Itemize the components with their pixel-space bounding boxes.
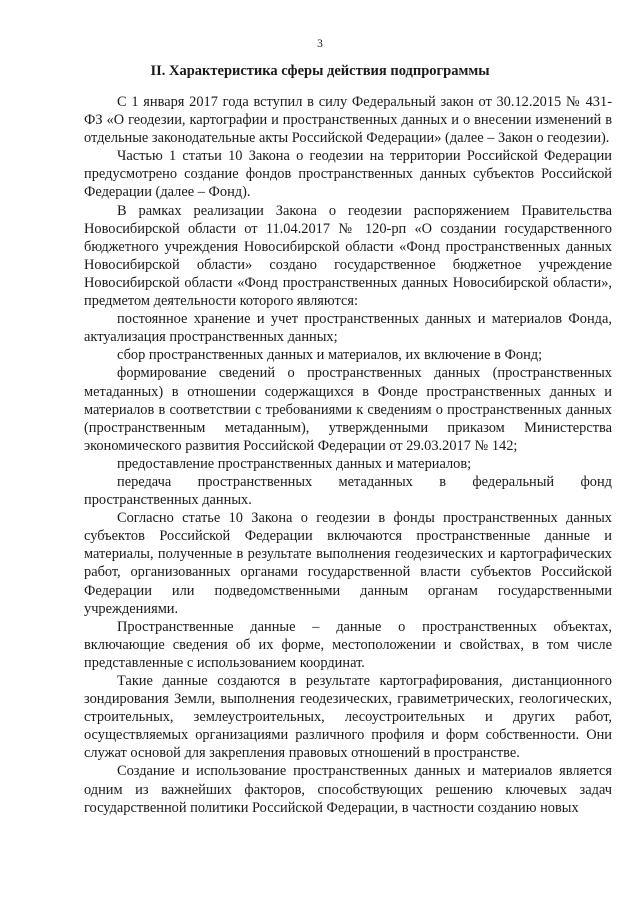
paragraph-importance: Создание и использование пространственных данных и материалов является одним из важнейших факторов, способствующих решению ключевых задач государственной политики Российской Федерации, в частности созданию новых: [84, 763, 612, 816]
paragraph-spatial-data-definition: Пространственные данные – данные о пространственных объектах, включающие сведения об их форме, местоположении и свойствах, в том числе представленные с использованием координат.: [84, 618, 612, 671]
page-number: 3: [317, 38, 323, 50]
paragraph-fund-contents: Согласно статье 10 Закона о геодезии в фонды пространственных данных субъектов Российской Федерации включаются пространственные данные и материалы, полученные в результате выполнения геодезических и картографических работ, организованных органами государственной власти субъектов Российской Федерации или подведомственными данным органам государственными учреждениями.: [84, 510, 612, 617]
paragraph-activity-transfer: передача пространственных метаданных в федеральный фонд пространственных данных.: [84, 473, 612, 509]
paragraph-activity-collection: сбор пространственных данных и материалов, их включение в Фонд;: [117, 347, 543, 364]
section-title: II. Характеристика сферы действия подпрограммы: [150, 63, 490, 79]
paragraph-activity-storage: постоянное хранение и учет пространственных данных и материалов Фонда, актуализация пространственных данных;: [84, 311, 612, 346]
body-text: [84, 93, 612, 817]
paragraph-regional-order: В рамках реализации Закона о геодезии распоряжением Правительства Новосибирской области от 11.04.2017 № 120-рп «О создании государственного бюджетного учреждения Новосибирской области «Фонд пространственных данных Новосибирской области» создано государственное бюджетное учреждение Новосибирской области «Фонд пространственных данных Новосибирской области», предметом деятельности которого являются:: [84, 202, 612, 310]
paragraph-fund-creation: Частью 1 статьи 10 Закона о геодезии на территории Российской Федерации предусмотрено создание фондов пространственных данных субъектов Российской Федерации (далее – Фонд).: [84, 148, 612, 201]
paragraph-data-sources: Такие данные создаются в результате картографирования, дистанционного зондирования Земли, выполнения геодезических, гравиметрических, геологических, строительных, землеустроительных, лесоустроительных и других работ, осуществляемых организациями различного профиля и форм собственности. Они служат основой для закрепления правовых отношений в пространстве.: [84, 673, 612, 762]
paragraph-law-entry-into-force: С 1 января 2017 года вступил в силу Федеральный закон от 30.12.2015 № 431-ФЗ «О геодезии, картографии и пространственных данных и о внесении изменений в отдельные законодательные акты Российской Федерации» (далее – Закон о геодезии).: [84, 94, 612, 147]
paragraph-activity-metadata: формирование сведений о пространственных данных (пространственных метаданных) в отношении содержащихся в Фонде пространственных данных и материалов в соответствии с требованиями к сведениям о пространственных данных (пространственным метаданным), утвержденными приказом Министерства экономического развития Российской Федерации от 29.03.2017 № 142;: [84, 365, 612, 454]
paragraph-activity-provision: предоставление пространственных данных и материалов;: [117, 455, 472, 472]
